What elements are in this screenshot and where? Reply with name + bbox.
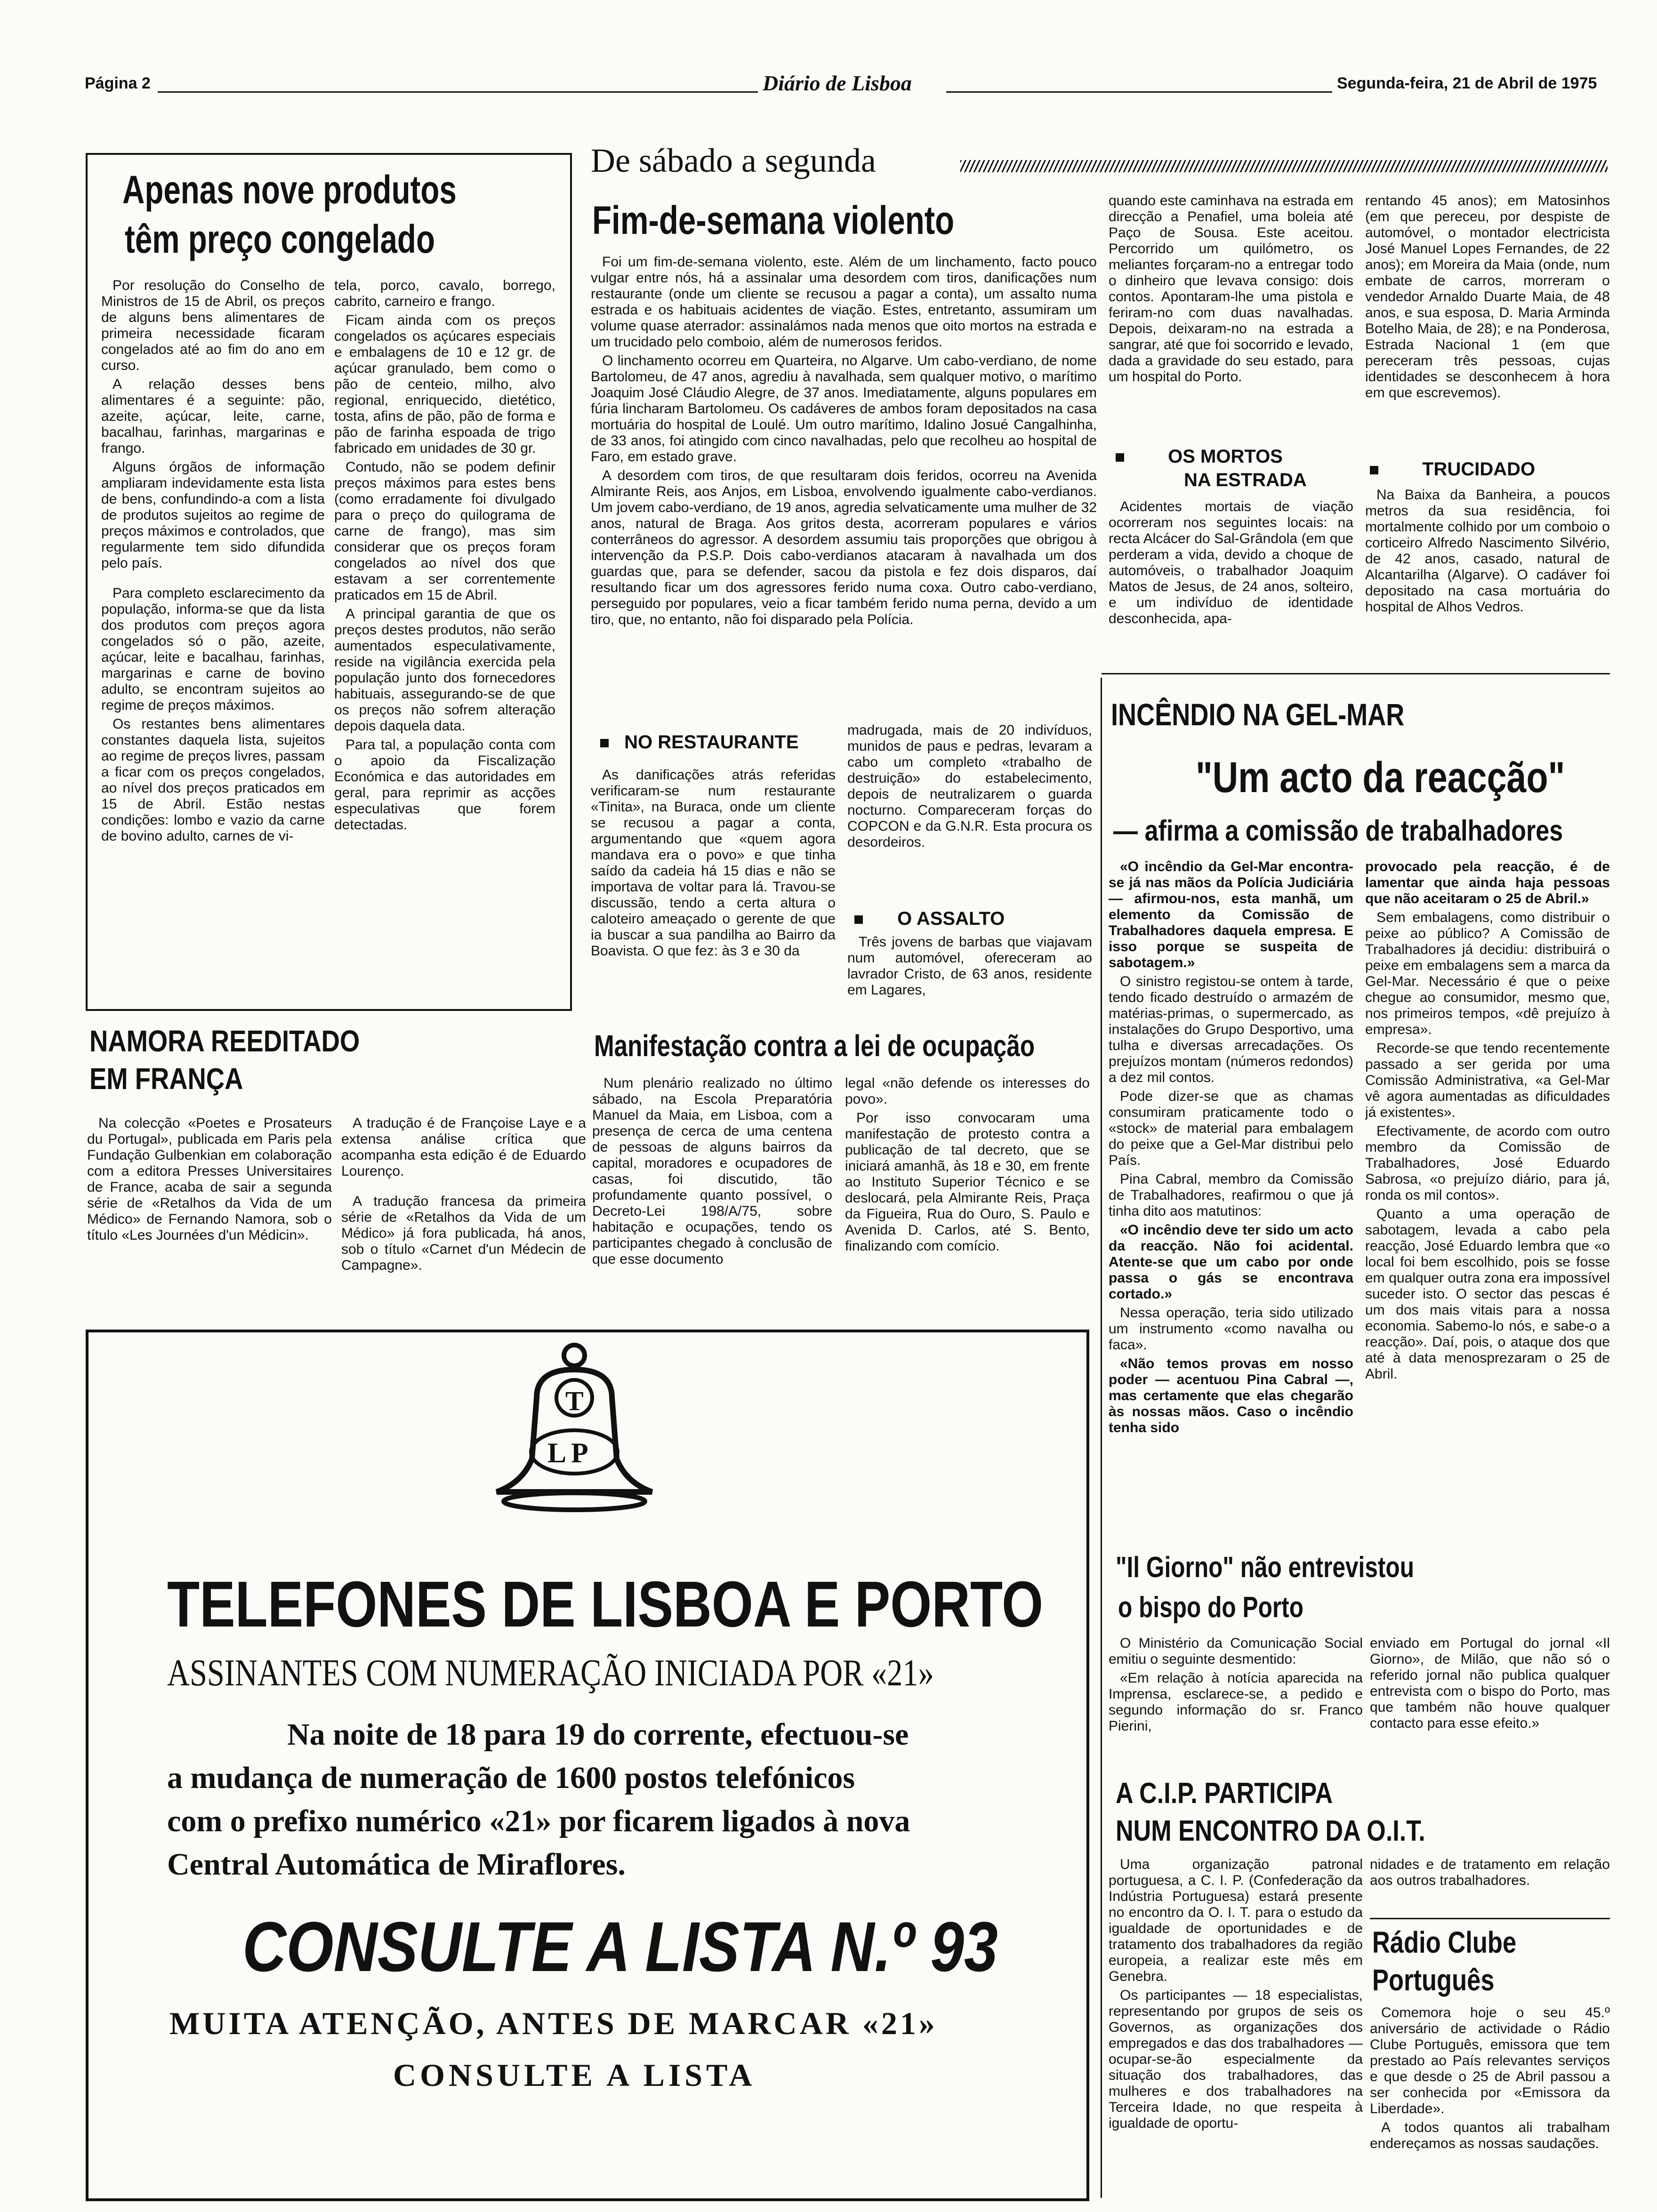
gelmar-col1 bbox=[1109, 859, 1353, 1490]
paragraph: O linchamento ocorreu em Quarteira, no Algarve. Um cabo-verdiano, de nome Bartolomeu, de 47 anos, agrediu à navalhada, sem qualquer motivo, o marítimo Joaquim José Cláudio Alegre, de 37 anos. Imediatamente, alguns populares em fúria lincharam Bartolomeu. Os cadáveres de ambos foram depositados na casa mortuária do hospital de Loulé. Um outro marítimo, Idalino Josué Cangalhinha, de 33 anos, foi atingido com cinco navalhadas, pelo que recolheu ao hospital de Faro, em estado grave. bbox=[591, 353, 1097, 465]
bell-letters-lp: LP bbox=[547, 1437, 593, 1468]
manif-title: Manifestação contra a lei de ocupação bbox=[594, 1029, 1035, 1063]
mortos-subhead-line1: OS MORTOS bbox=[1168, 446, 1283, 467]
assalto-subhead-label: O ASSALTO bbox=[897, 908, 1005, 929]
cip-title-line1: A C.I.P. PARTICIPA bbox=[1116, 1777, 1333, 1810]
gelmar-kicker: INCÊNDIO NA GEL-MAR bbox=[1111, 697, 1405, 732]
fimsemana-rightcol1 bbox=[1109, 193, 1353, 447]
paper-name: Diário de Lisboa bbox=[763, 71, 912, 95]
paragraph: Os restantes bens alimentares constantes daquela lista, sujeitos ao regime de preços livres, passam a ficar com os preços congelados, ao nível dos preços praticados em 15 de Abril. Estão nestas condições: lombo e vazio da carne de bovino adulto, carnes de vi- bbox=[101, 716, 325, 844]
paragraph: Comemora hoje o seu 45.º aniversário de actividade o Rádio Clube Português, emissora que tem prestado ao País relevantes serviços e que desde o 25 de Abril passou a ser conhecida por «Emissora da Liberdade». bbox=[1370, 2005, 1610, 2116]
restaurante-body bbox=[591, 767, 836, 1007]
paragraph: O Ministério da Comunicação Social emitiu o seguinte desmentido: bbox=[1109, 1635, 1363, 1667]
gelmar-title: "Um acto da reacção" bbox=[1196, 753, 1565, 801]
fimsemana-lead bbox=[591, 254, 1097, 725]
paragraph: Por resolução do Conselho de Ministros de 15 de Abril, os preços de alguns bens alimentares de primeira necessidade ficaram congelados até ao fim do ano em curso. bbox=[101, 278, 325, 373]
paragraph: Os participantes — 18 especialistas, representando por grupos de seis os Governos, as organizações dos empregados e das dos trabalhadores — ocupar-se-ão especialmente da situação dos trabalhadores, das mulheres e dos trabalhadores na Terceira Idade, no que respeita à igualdade de oportu- bbox=[1109, 1988, 1363, 2131]
gelmar-subtitle: — afirma a comissão de trabalhadores bbox=[1113, 815, 1563, 847]
paragraph: rentando 45 anos); em Matosinhos (em que pereceu, por despiste de automóvel, o montador electricista José Manuel Lopes Fernandes, de 22 anos); em Moreira da Maia (onde, num embate de carros, morreram o vendedor Arnaldo Duarte Maia, de 48 anos, e sua esposa, D. Maria Arminda Botelho Maia, de 28); e na Ponderosa, Estrada Nacional 1 (em que pereceram três pessoas, cujas identidades se desconhecem à hora em que escrevemos). bbox=[1365, 193, 1610, 401]
giorno-col2 bbox=[1370, 1635, 1610, 1758]
ad-body-line3: com o prefixo numérico «21» por ficarem ligados à nova bbox=[167, 1804, 910, 1838]
giorno-title-line1: "Il Giorno" não entrevistou bbox=[1116, 1551, 1415, 1584]
paragraph: madrugada, mais de 20 indivíduos, munidos de paus e pedras, levaram a cabo um completo «trabalho de destruição» do estabelecimento, depois de neutralizarem o guarda nocturno. Compareceram forças do COPCON e da G.N.R. Esta procura os desordeiros. bbox=[847, 722, 1092, 850]
giorno-col1 bbox=[1109, 1635, 1363, 1758]
bullet-square bbox=[854, 915, 863, 924]
paragraph: Num plenário realizado no último sábado, na Escola Preparatória Manuel da Maia, em Lisboa, com a presença de cerca de uma centena de pessoas de alguns bairros da capital, moradores e ocupadores de casas, foi discutido, tão profundamente quanto possível, o Decreto-Lei 198/A/75, sobre habitação e ocupações, tendo os participantes chegado à conclusão de que esse documento bbox=[592, 1075, 832, 1267]
precos-col1 bbox=[101, 278, 325, 993]
trucidado-subhead-label: TRUCIDADO bbox=[1422, 459, 1536, 480]
precos-col2 bbox=[334, 278, 555, 993]
mortos-subhead-line2: NA ESTRADA bbox=[1184, 470, 1307, 490]
restaurante-subhead bbox=[600, 732, 799, 753]
namora-title-line1: NAMORA REEDITADO bbox=[89, 1024, 360, 1058]
paragraph: «Não temos provas em nosso poder — acentuou Pina Cabral —, mas certamente que elas chegarão às nossas mãos. Caso o incêndio tenha sido bbox=[1109, 1356, 1353, 1435]
paragraph: quando este caminhava na estrada em direcção a Penafiel, uma boleia até Paço de Sousa. Este aceitou. Percorrido um quilómetro, os meliantes forçaram-no a entregar todo o dinheiro que levava consigo: dois contos. Apontaram-lhe uma pistola e feriram-no com duas navalhadas. Depois, deixaram-no na estrada a sangrar, até que foi socorrido e levado, dada a gravidade do seu estado, para um hospital do Porto. bbox=[1109, 193, 1353, 385]
paragraph: Pina Cabral, membro da Comissão de Trabalhadores, reafirmou o que já tinha dito aos matutinos: bbox=[1109, 1171, 1353, 1219]
masthead-rule-right bbox=[946, 91, 1332, 93]
paragraph: nidades e de tratamento em relação aos outros trabalhadores. bbox=[1370, 1857, 1610, 1888]
ad-body-line1: Na noite de 18 para 19 do corrente, efectuou-se bbox=[287, 1717, 909, 1752]
paragraph: «O incêndio da Gel-Mar encontra-se já nas mãos da Polícia Judiciária — afirmou-nos, esta manhã, um elemento da Comissão de Trabalhadores daquela empresa. E isso porque se suspeita de sabotagem.» bbox=[1109, 859, 1353, 970]
page-number: Página 2 bbox=[85, 74, 151, 92]
namora-col1 bbox=[87, 1115, 332, 1304]
paragraph: Acidentes mortais de viação ocorreram nos seguintes locais: na recta Alcácer do Sal-Grândola (em que perderam a vida, devido a choque de automóveis, o trabalhador Joaquim Matos de Jesus, de 24 anos, solteiro, e um indivíduo de identidade desconhecida, apa- bbox=[1109, 499, 1353, 626]
manif-col2 bbox=[845, 1075, 1090, 1301]
paragraph: Para completo esclarecimento da população, informa-se que da lista dos produtos com preços agora congelados só o pão, azeite, açúcar, leite e bacalhau, farinhas, margarinas e carne de bovino adulto, se encontram sujeitos ao regime de preços máximos. bbox=[101, 585, 325, 713]
paragraph: provocado pela reacção, é de lamentar que ainda haja pessoas que não aceitaram o 25 de Abril.» bbox=[1365, 859, 1610, 906]
bell-letter-t: T bbox=[565, 1386, 584, 1416]
divider bbox=[1102, 673, 1610, 674]
paragraph: A desordem com tiros, de que resultaram dois feridos, ocorreu na Avenida Almirante Reis, aos Anjos, em Lisboa, envolvendo igualmente cabo-verdianos. Um jovem cabo-verdiano, de 19 anos, agredia selvaticamente uma mulher de 32 anos, natural de Braga. Aos gritos desta, acorreram populares e vários conterrâneos do agressor. A desordem assumiu tais proporções que obrigou à intervenção da P.S.P. Dois cabo-verdianos atacaram à navalhada um dos guardas que, para se defender, sacou da pistola e fez dois disparos, daí resultando ficar um dos agressores ferido numa coxa. Outro cabo-verdiano, perseguido por populares, veio a ficar também ferido numa perna, devido a um tiro, que, no entanto, não foi disparado pela Polícia. bbox=[591, 468, 1097, 627]
paragraph: Ficam ainda com os preços congelados os açúcares especiais e embalagens de 10 e 12 gr. de açúcar granulado, bem como o pão de centeio, milho, alvo regional, enriquecido, dietético, tosta, afins de pão, pão de forma e pão de farinha espoada de trigo fabricado em unidades de 30 gr. bbox=[334, 313, 555, 456]
cip-title-line2: NUM ENCONTRO DA O.I.T. bbox=[1116, 1815, 1425, 1847]
ad-warning: MUITA ATENÇÃO, ANTES DE MARCAR «21» bbox=[169, 2005, 938, 2041]
bullet-square bbox=[1370, 466, 1378, 474]
paragraph: Quanto a uma operação de sabotagem, levada a cabo pela reacção, José Eduardo lembra que «o local foi bem escolhido, pois se fosse em qualquer outra zona era impossível suceder isto. O sector das pescas é um dos mais vitais para a nossa economia. Sabemo-lo nós, e sabe-o a reacção». Daí, pois, o ataque dos que até à data menosprezaram o 25 de Abril. bbox=[1365, 1206, 1610, 1382]
paragraph: Pode dizer-se que as chamas consumiram praticamente todo o «stock» de material para embalagem do peixe que a Gel-Mar distribui pelo País. bbox=[1109, 1089, 1353, 1168]
assalto-body bbox=[847, 934, 1092, 1010]
fimsemana-rightcol2 bbox=[1365, 193, 1610, 447]
mortos-body bbox=[1109, 499, 1353, 659]
masthead-rule bbox=[158, 91, 758, 93]
ad-headline: TELEFONES DE LISBOA E PORTO bbox=[167, 1568, 1044, 1641]
paragraph: Nessa operação, teria sido utilizado um instrumento «como navalha ou faca». bbox=[1109, 1305, 1353, 1353]
paragraph: Sem embalagens, como distribuir o peixe ao público? A Comissão de Trabalhadores já decidiu: distribuirá o peixe em embalagens sem a marca da Gel-Mar. Necessário é que o peixe chegue ao consumidor, mesmo que, nos primeiros tempos, «dê prejuízo à empresa». bbox=[1365, 910, 1610, 1037]
paragraph: Contudo, não se podem definir preços máximos para estes bens (como erradamente foi divulgado para o preço do quilograma de carne de frango), mas sim considerar que os preços foram congelados ao nível dos que estavam a ser correntemente praticados em 15 de Abril. bbox=[334, 459, 555, 603]
paragraph: A todos quantos ali trabalham endereçamos as nossas saudações. bbox=[1370, 2120, 1610, 2151]
radio-body bbox=[1370, 2005, 1610, 2193]
ad-consult: CONSULTE A LISTA N.º 93 bbox=[242, 1907, 998, 1986]
restaurante-subhead-label: NO RESTAURANTE bbox=[624, 732, 799, 753]
paragraph: legal «não defende os interesses do povo». bbox=[845, 1075, 1090, 1107]
bell-icon bbox=[485, 1337, 664, 1525]
paragraph: A principal garantia de que os preços destes produtos, não serão aumentados especulativamente, reside na vigilância exercida pela população junto dos fornecedores habituais, assegurando-se de que os preços não sofrem alteração depois daquela data. bbox=[334, 606, 555, 734]
kicker-hatch bbox=[960, 160, 1608, 172]
assalto-subhead bbox=[854, 908, 1005, 930]
paragraph: Uma organização patronal portuguesa, a C. I. P. (Confederação da Indústria Portuguesa) estará presente no encontro da O. I. T. para o estudo da igualdade de oportunidades e de tratamento dos trabalhadores da região europeia, a realizar este mês em Genebra. bbox=[1109, 1857, 1363, 1984]
ad-subhead: ASSINANTES COM NUMERAÇÃO INICIADA POR «21» bbox=[167, 1652, 934, 1694]
paragraph: Para tal, a população conta com o apoio da Fiscalização Económica e das autoridades em geral, para reprimir as acções especulativas que forem detectadas. bbox=[334, 737, 555, 833]
namora-col2 bbox=[341, 1115, 586, 1304]
issue-date: Segunda-feira, 21 de Abril de 1975 bbox=[1337, 74, 1597, 92]
ad-body-line2: a mudança de numeração de 1600 postos telefónicos bbox=[167, 1761, 855, 1795]
cip-col2 bbox=[1370, 1857, 1610, 1908]
giorno-title-line2: o bispo do Porto bbox=[1118, 1591, 1303, 1624]
radio-title-line2: Português bbox=[1372, 1963, 1495, 1997]
paragraph: «Em relação à notícia aparecida na Imprensa, esclarece-se, a pedido e segundo informação do sr. Franco Pierini, bbox=[1109, 1670, 1363, 1734]
manif-col1 bbox=[592, 1075, 832, 1301]
paragraph: O sinistro registou-se ontem à tarde, tendo ficado destruído o armazém de matérias-primas, o supermercado, as instalações do Grupo Desportivo, uma tulha e diversas arrecadações. Os prejuízos montam (números redondos) a dez mil contos. bbox=[1109, 974, 1353, 1085]
column-divider bbox=[1101, 678, 1102, 2198]
paragraph: A tradução francesa da primeira série de «Retalhos da Vida de um Médico» já fora publicada, há anos, sob o título «Carnet d'un Médecin de Campagne». bbox=[341, 1194, 586, 1273]
paragraph: Recorde-se que tendo recentemente passado a ser gerida por uma Comissão Administrativa, «a Gel-Mar vê agora aumentadas as dificuldades já existentes». bbox=[1365, 1041, 1610, 1120]
paragraph: A tradução é de Françoise Laye e a extensa análise crítica que acompanha esta edição é de Eduardo Lourenço. bbox=[341, 1115, 586, 1179]
fimsemana-title: Fim-de-semana violento bbox=[592, 198, 955, 242]
paragraph: Na Baixa da Banheira, a poucos metros da sua residência, foi mortalmente colhido por um comboio o corticeiro Alfredo Nascimento Silvério, de 42 anos, casado, natural de Alcantarilha (Algarve). O cadáver foi depositado na casa mortuária do hospital de Alhos Vedros. bbox=[1365, 487, 1610, 615]
paragraph: As danificações atrás referidas verificaram-se num restaurante «Tinita», na Buraca, onde um cliente se recusou a pagar a conta, argumentando que «quem agora mandava era o povo» e que tinha saído da cadeia há 15 dias e não se importava de voltar para lá. Travou-se discussão, tendo a certa altura o caloteiro ameaçado o gerente de que ia buscar a sua pandilha ao Bairro da Boavista. O que fez: às 3 e 30 da bbox=[591, 767, 836, 959]
paragraph: Por isso convocaram uma manifestação de protesto contra a publicação de tal decreto, que se iniciará amanhã, às 18 e 30, em frente ao Instituto Superior Técnico e se deslocará, pela Almirante Reis, Praça da Figueira, Rua do Ouro, S. Paulo e Avenida D. Carlos, até S. Bento, finalizando com comício. bbox=[845, 1110, 1090, 1254]
paragraph: Foi um fim-de-semana violento, este. Além de um linchamento, facto pouco vulgar entre nós, há a assinalar uma desordem com tiros, danificações num restaurante (onde um cliente se recusou a pagar a conta), um assalto numa estrada e os habituais acidentes de viação. Estes, entretanto, assumiram um volume quase aterrador: assinalámos nada menos que oito mortos na estrada e um trucidado pelo comboio, além de numerosos feridos. bbox=[591, 254, 1097, 350]
ad-warning-2: CONSULTE A LISTA bbox=[393, 2057, 756, 2093]
radio-title-line1: Rádio Clube bbox=[1372, 1925, 1517, 1959]
paragraph: Efectivamente, de acordo com outro membro da Comissão de Trabalhadores, José Eduardo Sabrosa, «o prejuízo diário, para já, ronda os mil contos». bbox=[1365, 1123, 1610, 1203]
mortos-subhead bbox=[1116, 446, 1283, 467]
paragraph: «O incêndio deve ter sido um acto da reacção. Não foi acidental. Atente-se que um cabo por onde passa o gás se encontrava cortado.» bbox=[1109, 1222, 1353, 1302]
paragraph: Na colecção «Poetes e Prosateurs du Portugal», publicada em Paris pela Fundação Gulbenkian em colaboração com a editora Presses Universitaires de France, acaba de sair a segunda série de «Retalhos da Vida de um Médico» de Fernando Namora, sob o título «Les Journées d'un Médicin». bbox=[87, 1115, 332, 1243]
gelmar-col2 bbox=[1365, 859, 1610, 1490]
paragraph: tela, porco, cavalo, borrego, cabrito, carneiro e frango. bbox=[334, 278, 555, 309]
paragraph: Alguns órgãos de informação ampliaram indevidamente esta lista de bens, confundindo-a com a lista de produtos sujeitos ao regime de preços máximos e controlados, que regularmente tem sido difundida pelo país. bbox=[101, 459, 325, 571]
restaurante-body2 bbox=[847, 722, 1092, 892]
trucidado-body bbox=[1365, 487, 1610, 657]
bullet-square bbox=[600, 739, 609, 747]
radio-top-rule bbox=[1370, 1918, 1610, 1919]
bullet-square bbox=[1116, 453, 1124, 462]
precos-title-line2: têm preço congelado bbox=[125, 217, 435, 261]
cip-col1 bbox=[1109, 1857, 1363, 2196]
trucidado-subhead bbox=[1370, 459, 1535, 480]
paragraph: Três jovens de barbas que viajavam num automóvel, ofereceram ao lavrador Cristo, de 63 anos, residente em Lagares, bbox=[847, 934, 1092, 998]
paragraph: enviado em Portugal do jornal «Il Giorno», de Milão, que não só o referido jornal não publica qualquer entrevista com o bispo do Porto, mas que também não houve qualquer contacto para esse efeito.» bbox=[1370, 1635, 1610, 1731]
precos-title-line1: Apenas nove produtos bbox=[122, 168, 457, 212]
paragraph: A relação desses bens alimentares é a seguinte: pão, azeite, açúcar, leite, carne, bacalhau, farinhas, margarinas e frango. bbox=[101, 377, 325, 456]
fimsemana-kicker: De sábado a segunda bbox=[591, 142, 876, 179]
namora-title-line2: EM FRANÇA bbox=[89, 1062, 243, 1096]
ad-body-line4: Central Automática de Miraflores. bbox=[167, 1847, 626, 1882]
